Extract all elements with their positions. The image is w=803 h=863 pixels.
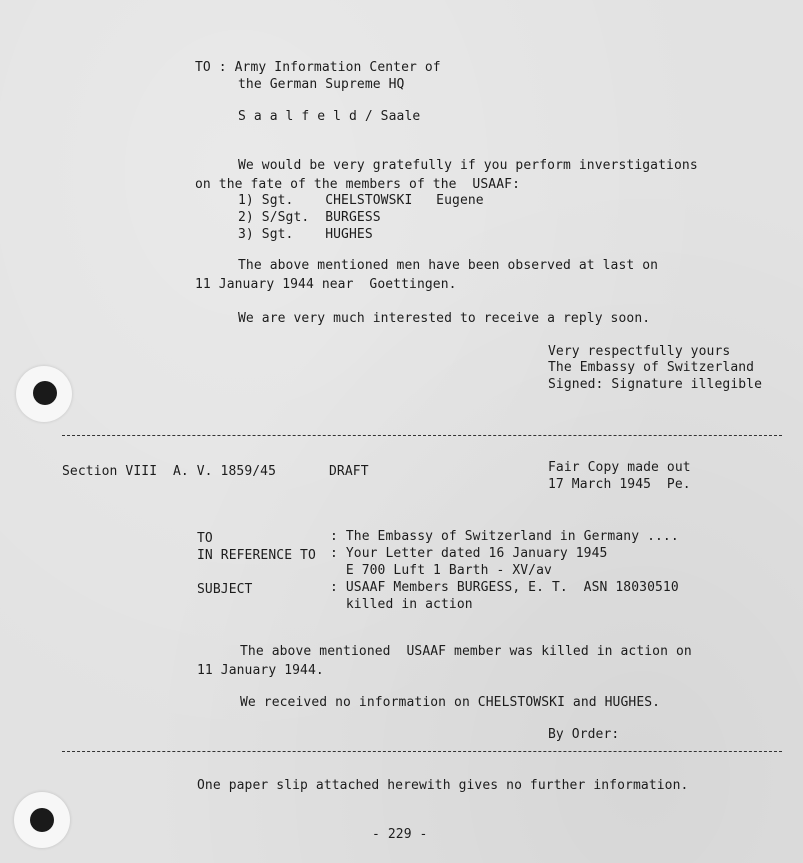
by-order: By Order: [548,727,620,742]
letter-paragraph3: We are very much interested to receive a reply soon. [238,311,651,326]
letter-to-line2: the German Supreme HQ [238,77,405,92]
page-number: - 229 - [372,827,428,842]
letter-paragraph1-line2: on the fate of the members of the USAAF: [195,177,520,192]
draft-paragraph2: We received no information on CHELSTOWSKI and HUGHES. [240,695,661,710]
draft-label: DRAFT [329,464,369,479]
draft-paragraph1-line1: The above mentioned USAAF member was killed in action on [240,644,692,659]
field-value-subject-2: killed in action [330,597,473,612]
fair-copy-line1: Fair Copy made out [548,460,691,475]
member-item-2: 2) S/Sgt. BURGESS [238,210,381,225]
draft-paragraph1-line2: 11 January 1944. [197,663,324,678]
fair-copy-line2: 17 March 1945 Pe. [548,477,691,492]
field-label-to: TO [197,531,213,546]
field-value-subject: : USAAF Members BURGESS, E. T. ASN 18030510 [330,580,679,595]
divider-top [62,435,782,436]
field-label-reference: IN REFERENCE TO [197,548,316,563]
punch-hole-top [16,366,72,422]
punch-hole-bottom [14,792,70,848]
footer-note: One paper slip attached herewith gives no further information. [197,778,689,793]
closing-line-3: Signed: Signature illegible [548,377,763,392]
divider-bottom [62,751,782,752]
letter-place: S a a l f e l d / Saale [238,109,421,124]
closing-line-2: The Embassy of Switzerland [548,360,755,375]
letter-to-line1: TO : Army Information Center of [195,60,441,75]
draft-section-ref: Section VIII A. V. 1859/45 [62,464,277,479]
field-label-subject: SUBJECT [197,582,253,597]
letter-paragraph2-line2: 11 January 1944 near Goettingen. [195,277,457,292]
member-item-1: 1) Sgt. CHELSTOWSKI Eugene [238,193,484,208]
field-value-to: : The Embassy of Switzerland in Germany .... [330,529,679,544]
letter-paragraph1-line1: We would be very gratefully if you perform inverstigations [238,158,698,173]
field-value-reference-2: E 700 Luft 1 Barth - XV/av [330,563,552,578]
closing-line-1: Very respectfully yours [548,344,731,359]
field-value-reference: : Your Letter dated 16 January 1945 [330,546,608,561]
member-item-3: 3) Sgt. HUGHES [238,227,373,242]
letter-paragraph2-line1: The above mentioned men have been observed at last on [238,258,659,273]
